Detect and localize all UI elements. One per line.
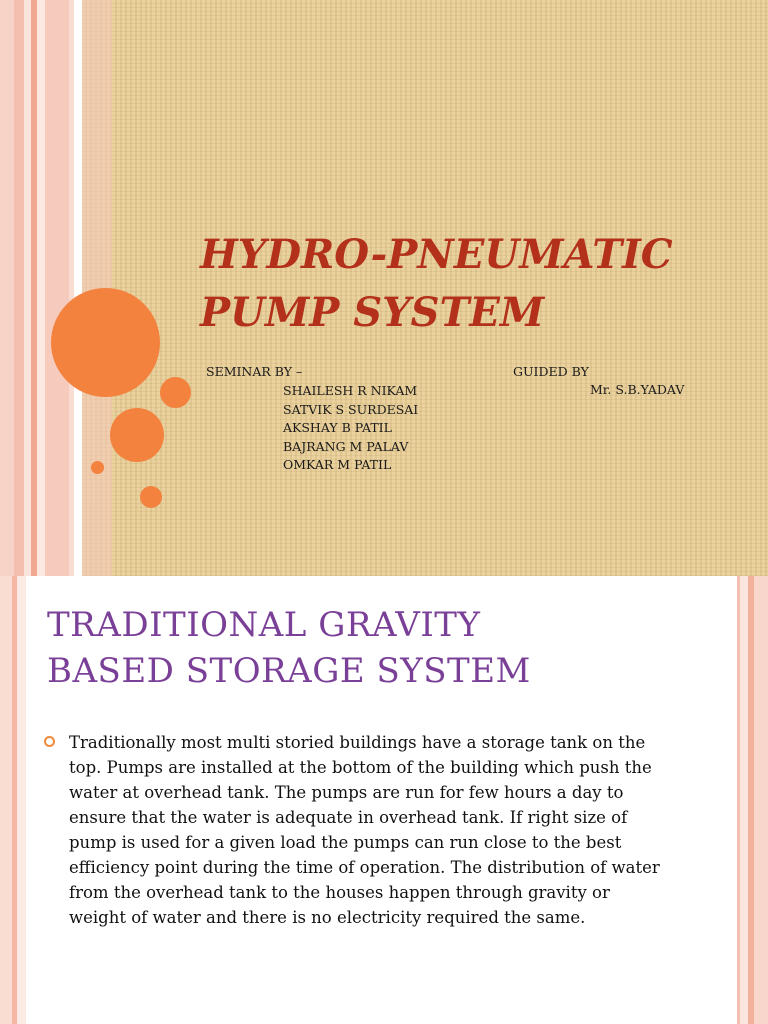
slide-title-line-2: BASED STORAGE SYSTEM [47,651,531,691]
bullet-circle-icon [44,736,55,747]
decorative-stripe [754,576,768,1024]
member-name: BAJRANG M PALAV [283,438,409,454]
member-name: SATVIK S SURDESAI [283,401,419,417]
decorative-stripe [0,576,12,1024]
decorative-stripe [17,576,26,1024]
decorative-stripe [748,576,754,1024]
seminar-by-label: SEMINAR BY – [206,364,303,379]
slide-title-line-1: TRADITIONAL GRAVITY [47,605,481,645]
member-name: SHAILESH R NIKAM [283,383,418,398]
decorative-stripe [74,0,82,576]
decorative-stripe [737,576,740,1024]
decorative-stripe [37,0,45,576]
decorative-stripe [0,0,14,576]
slide-title-line-1: HYDRO-PNEUMATIC [200,231,673,278]
slide-title [47,602,717,694]
bullet-text: Traditionally most multi storied buildings have a storage tank on the top. Pumps are installed at the bottom of the building which push the water at overhead tank. The pumps are run for few hours a day to ensure that the water is adequate in overhead tank. If right size of pump is used for a given load the pumps can run close to the best efficiency point during the time of operation. The distribution of water from the overhead tank to the houses happen through gravity or weight of water and there is no electricity required the same. [69,733,660,927]
decorative-stripe [24,0,31,576]
decorative-stripe [45,0,69,576]
member-list [283,382,418,475]
decorative-circle-small [140,486,162,508]
decorative-circle-small [160,377,191,408]
decorative-circle-large [51,288,160,397]
decorative-stripe [740,576,748,1024]
slide-title-line-2: PUMP SYSTEM [200,289,545,336]
guide-name: Mr. S.B.YADAV [590,382,685,397]
member-name: AKSHAY B PATIL [283,420,392,435]
guided-by-label: GUIDED BY [513,364,589,379]
decorative-circle-tiny [91,461,104,474]
decorative-circle-medium [110,408,164,462]
slide-title [200,226,760,342]
content-slide [0,576,768,1024]
decorative-stripe [14,0,24,576]
member-name: OMKAR M PATIL [283,457,392,472]
